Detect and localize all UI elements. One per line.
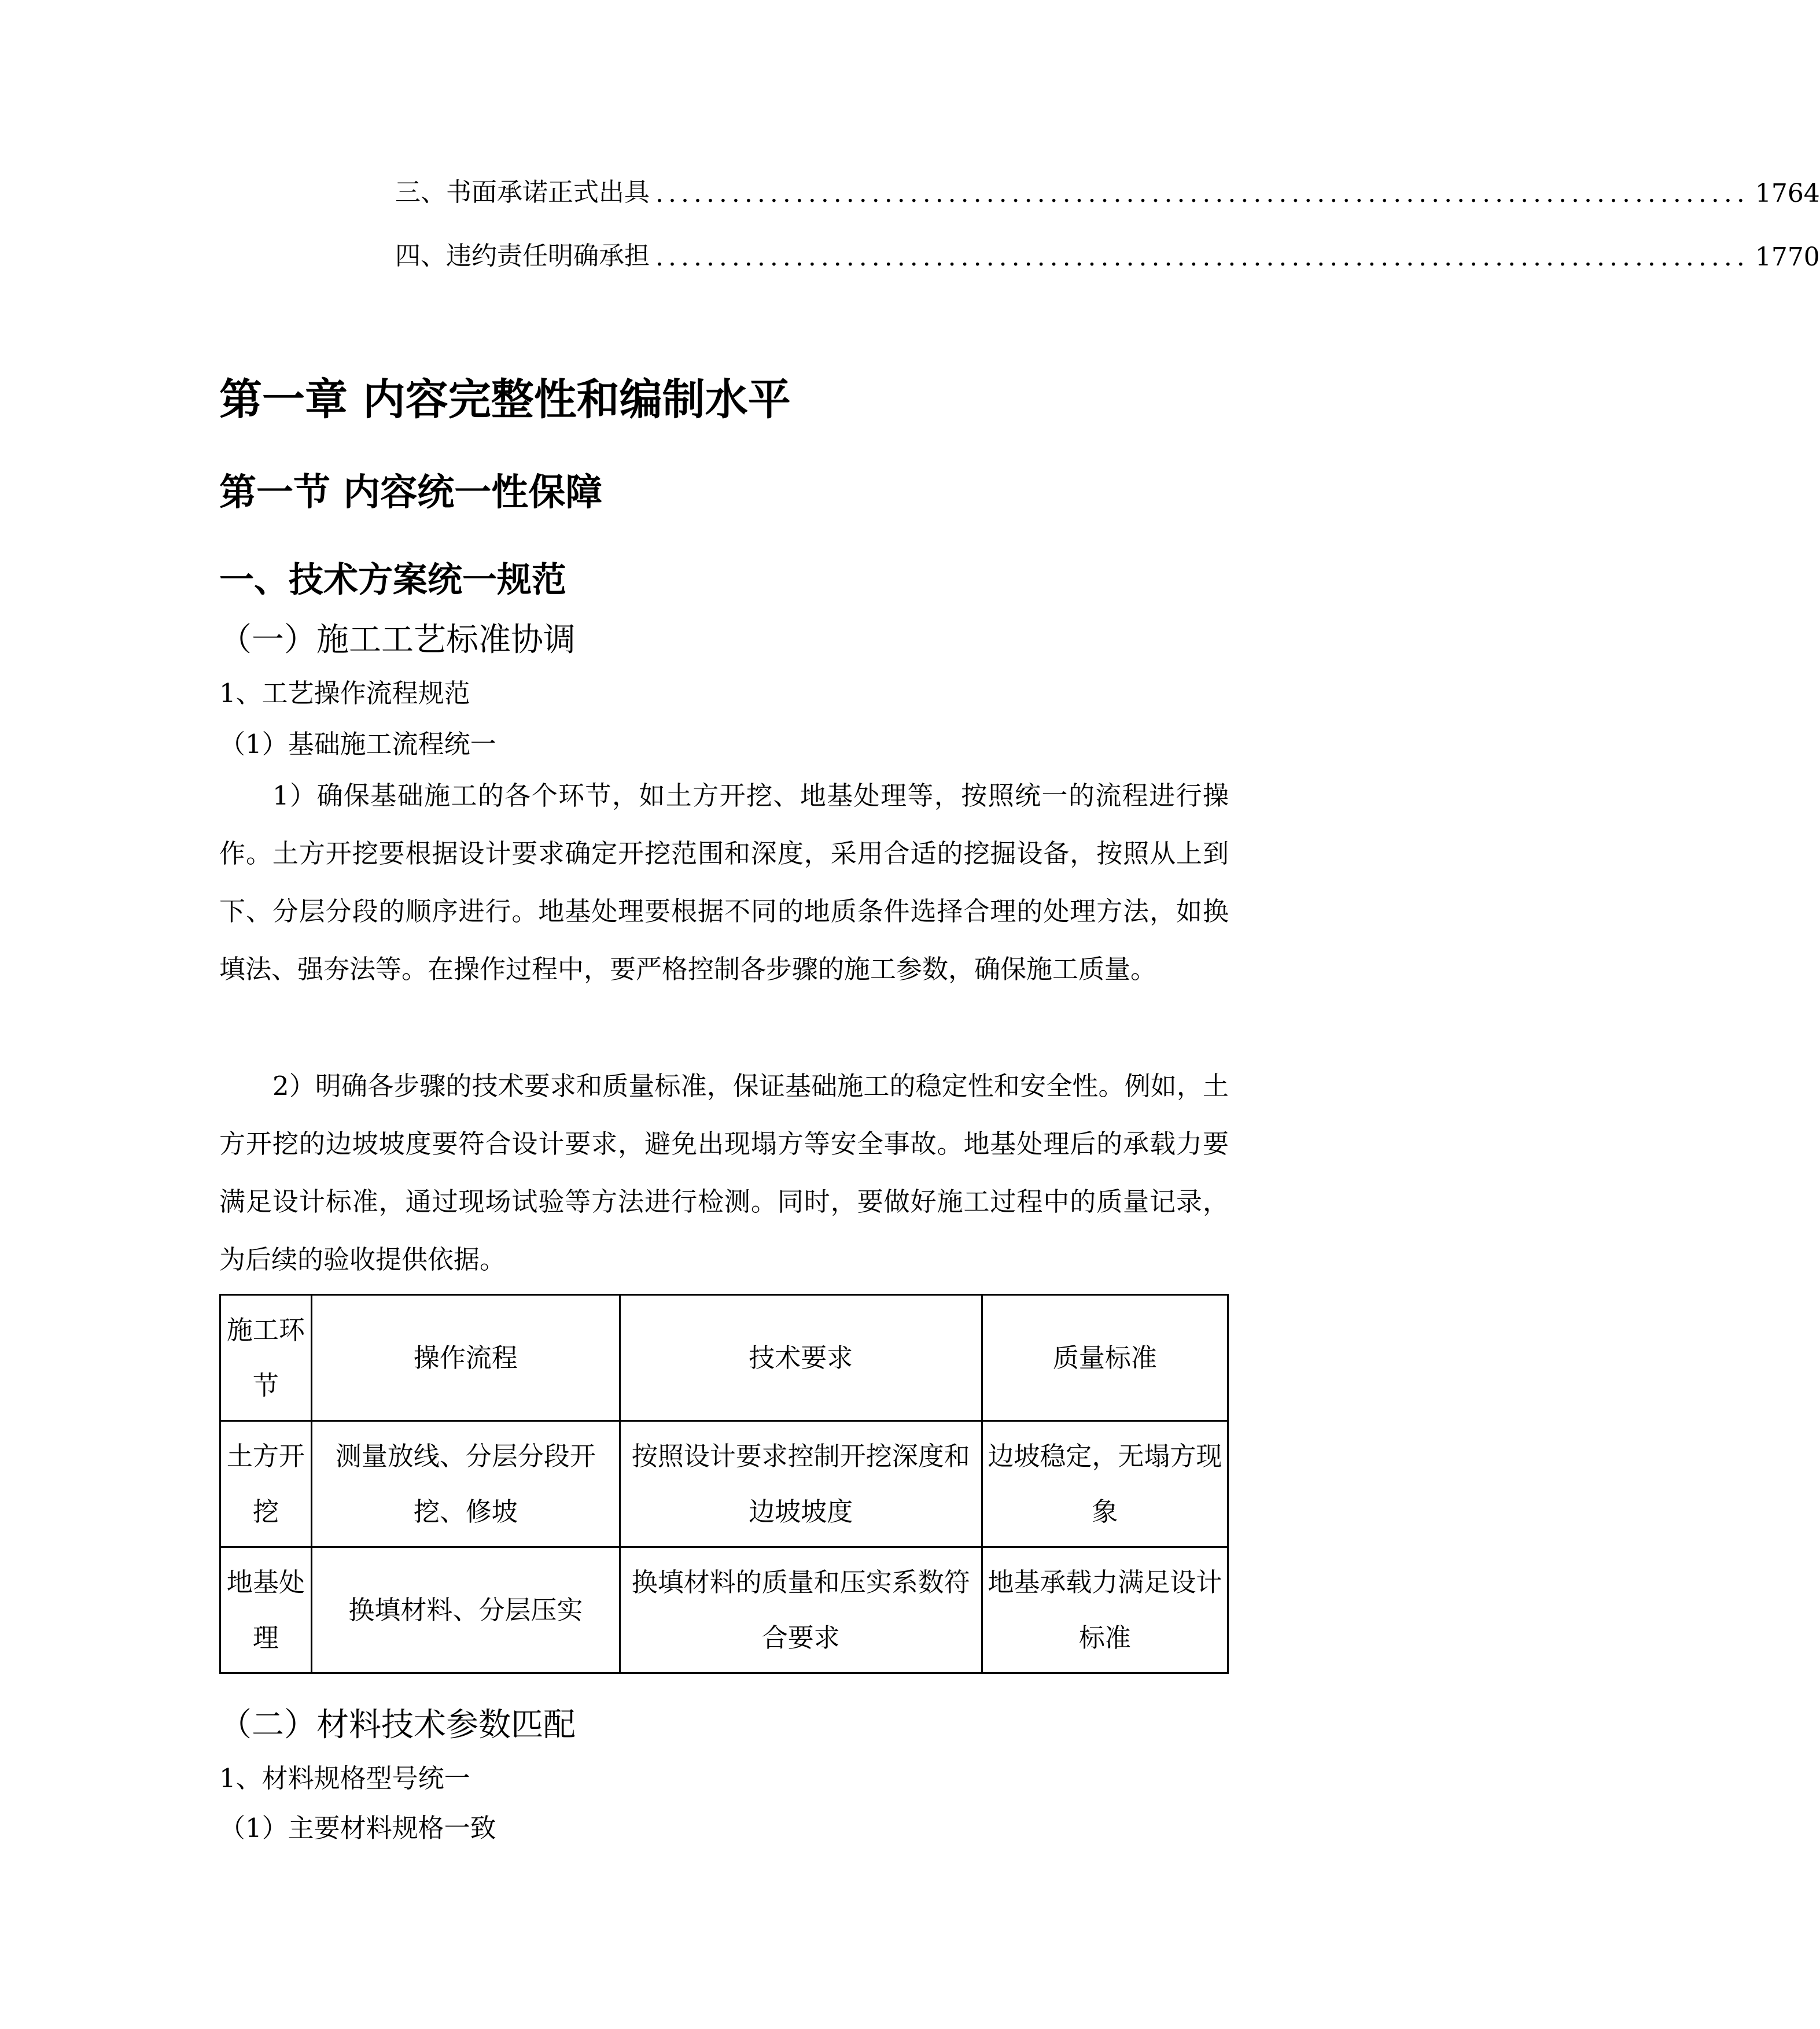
toc-entry[interactable]: 三、 书面承诺正式出具 ...................................................................................... 1764 — [395, 178, 1820, 208]
heading-level-5: 1、材料规格型号统一 — [219, 1763, 470, 1794]
heading-level-6: （1）基础施工流程统一 — [219, 729, 496, 759]
dot-leader: ...................................................................................... — [655, 242, 1749, 272]
heading-level-3: 一、技术方案统一规范 — [219, 560, 566, 600]
section-title: 第一节 内容统一性保障 — [219, 471, 603, 514]
heading-level-4: （二）材料技术参数匹配 — [219, 1706, 576, 1744]
paragraph: 2）明确各步骤的技术要求和质量标准，保证基础施工的稳定性和安全性。例如，土方开挖的边坡坡度要符合设计要求，避免出现塌方等安全事故。地基处理后的承载力要满足设计标准，通过现场试验等方法进行检测。同时，要做好施工过程中的质量记录，为后续的验收提供依据。 — [219, 1071, 1229, 1275]
paragraph: 1）确保基础施工的各个环节，如土方开挖、地基处理等，按照统一的流程进行操作。土方开挖要根据设计要求确定开挖范围和深度，采用合适的挖掘设备，按照从上到下、分层分段的顺序进行。地基处理要根据不同的地质条件选择合理的处理方法，如换填法、强夯法等。在操作过程中，要严格控制各步骤的施工参数，确保施工质量。 — [219, 780, 1229, 984]
toc-entry[interactable]: 四、 违约责任明确承担 ...................................................................................... 1770 — [395, 241, 1820, 272]
construction-table — [219, 1294, 1229, 1674]
table-header-row: 施工环节 操作流程 技术要求 质量标准 — [220, 1295, 1228, 1421]
heading-level-6: （1）主要材料规格一致 — [219, 1813, 496, 1843]
chapter-title: 第一章 内容完整性和编制水平 — [219, 375, 791, 425]
table-row: 土方开挖 测量放线、分层分段开挖、修坡 按照设计要求控制开挖深度和边坡坡度 边坡稳定，无塌方现象 — [220, 1421, 1228, 1547]
heading-level-5: 1、工艺操作流程规范 — [219, 678, 470, 709]
dot-leader: ...................................................................................... — [655, 179, 1749, 208]
table-row: 地基处理 换填材料、分层压实 换填材料的质量和压实系数符合要求 地基承载力满足设计标准 — [220, 1547, 1228, 1673]
heading-level-4: （一）施工工艺标准协调 — [219, 621, 576, 659]
